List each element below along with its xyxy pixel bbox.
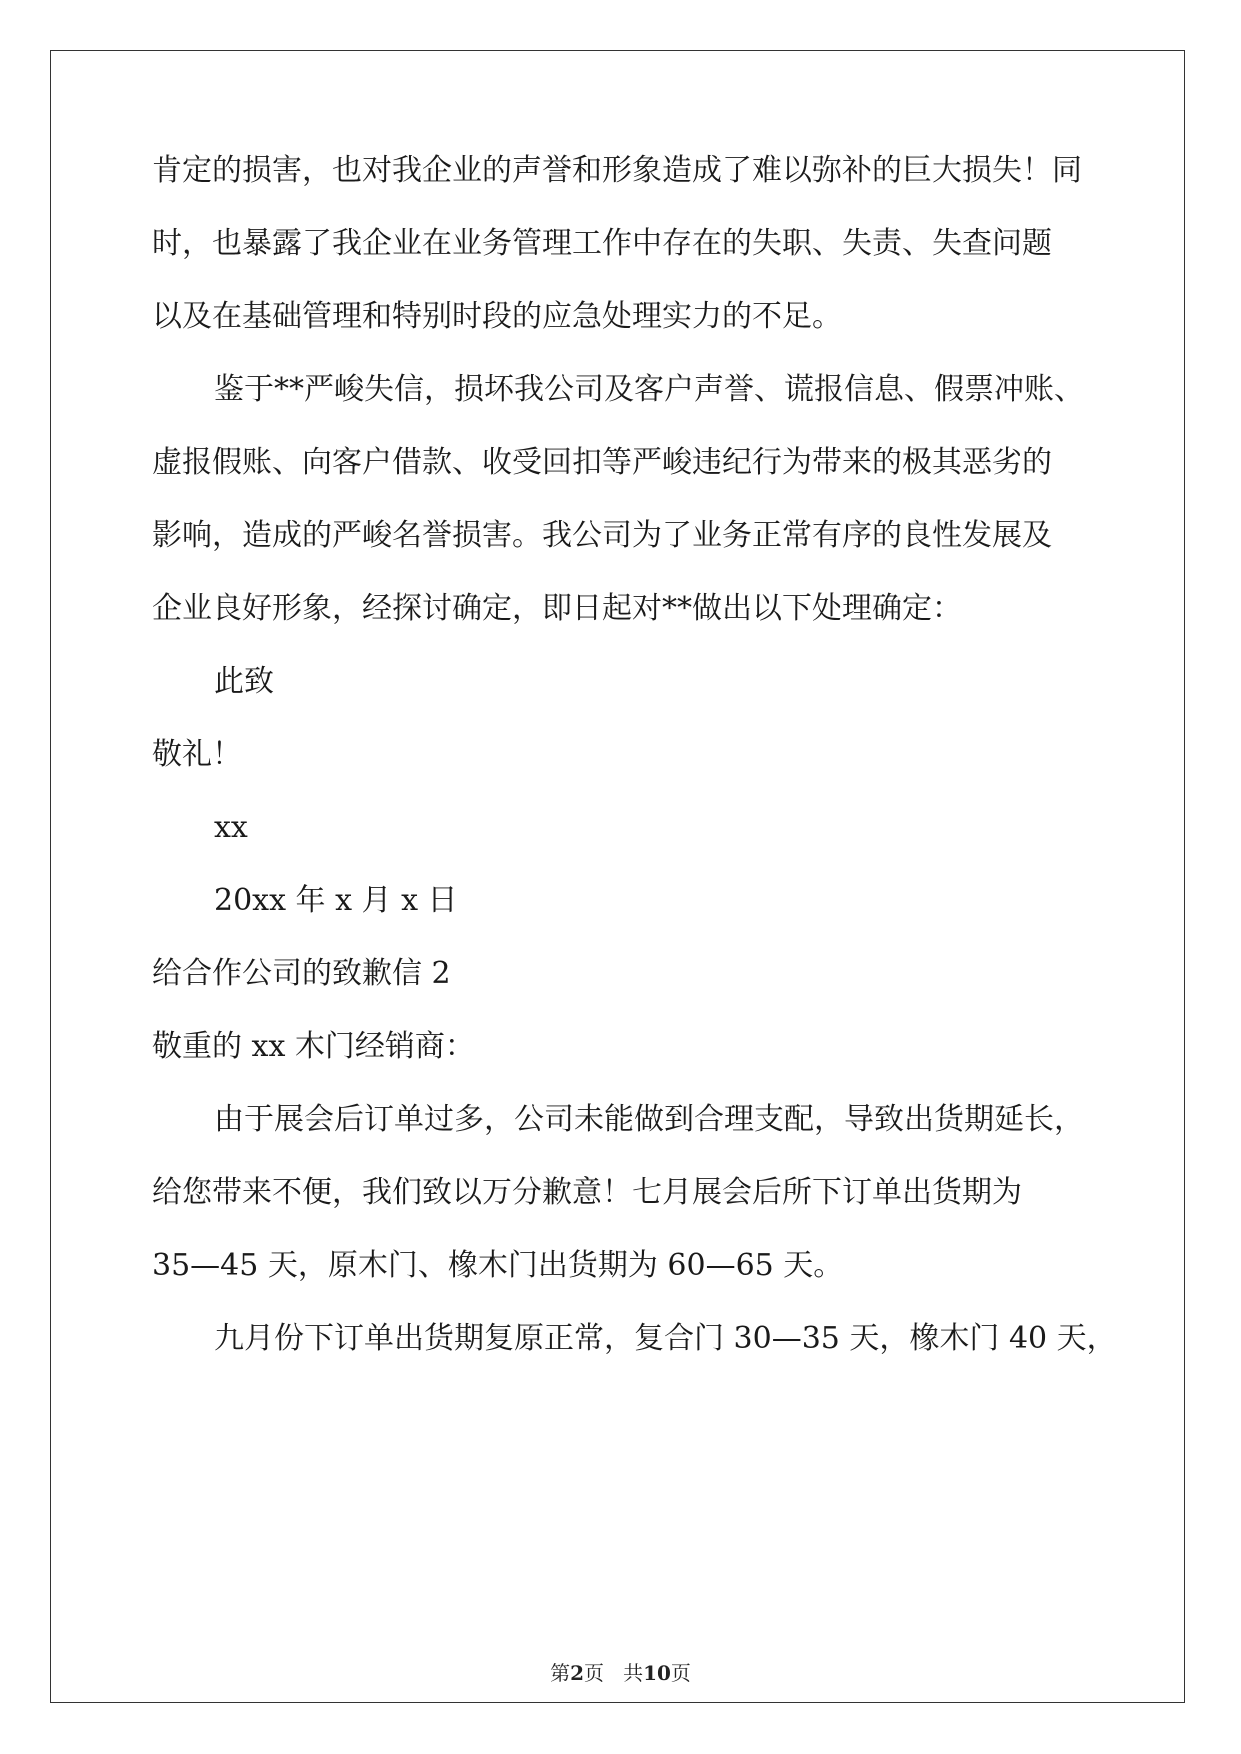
current-page-number: 2 xyxy=(570,1661,584,1685)
signature-name: xx xyxy=(214,810,248,845)
text-line: 以及在基础管理和特别时段的应急处理实力的不足。 xyxy=(152,299,842,334)
footer-page-unit: 页 xyxy=(584,1661,604,1685)
text-line: 由于展会后订单过多，公司未能做到合理支配，导致出货期延长， xyxy=(214,1102,1084,1137)
footer-prefix: 第 xyxy=(550,1661,571,1685)
text-line: 时，也暴露了我企业在业务管理工作中存在的失职、失责、失查问题 xyxy=(152,226,1052,261)
text-line: 肯定的损害，也对我企业的声誉和形象造成了难以弥补的巨大损失！同 xyxy=(152,153,1082,188)
signature-date: 20xx 年 x 月 x 日 xyxy=(214,883,458,918)
text-line: 给您带来不便，我们致以万分歉意！七月展会后所下订单出货期为 xyxy=(152,1175,1022,1210)
footer-total-unit: 页 xyxy=(670,1661,691,1685)
page-footer xyxy=(0,1657,1241,1686)
closing-salutation: 此致 xyxy=(214,664,274,699)
text-line: 虚报假账、向客户借款、收受回扣等严峻违纪行为带来的极其恶劣的 xyxy=(152,445,1052,480)
text-line: 企业良好形象，经探讨确定，即日起对**做出以下处理确定： xyxy=(152,591,962,626)
closing-regards: 敬礼！ xyxy=(152,737,242,772)
letter-greeting: 敬重的 xx 木门经销商： xyxy=(152,1029,475,1064)
text-line: 鉴于**严峻失信，损坏我公司及客户声誉、谎报信息、假票冲账、 xyxy=(214,372,1084,407)
total-pages-number: 10 xyxy=(643,1661,671,1685)
section-title: 给合作公司的致歉信 2 xyxy=(152,956,451,991)
text-line: 35—45 天，原木门、橡木门出货期为 60—65 天。 xyxy=(152,1248,844,1283)
text-line: 影响，造成的严峻名誉损害。我公司为了业务正常有序的良性发展及 xyxy=(152,518,1052,553)
text-line: 九月份下订单出货期复原正常，复合门 30—35 天，橡木门 40 天， xyxy=(214,1321,1117,1356)
footer-total-prefix: 共 xyxy=(623,1661,644,1685)
